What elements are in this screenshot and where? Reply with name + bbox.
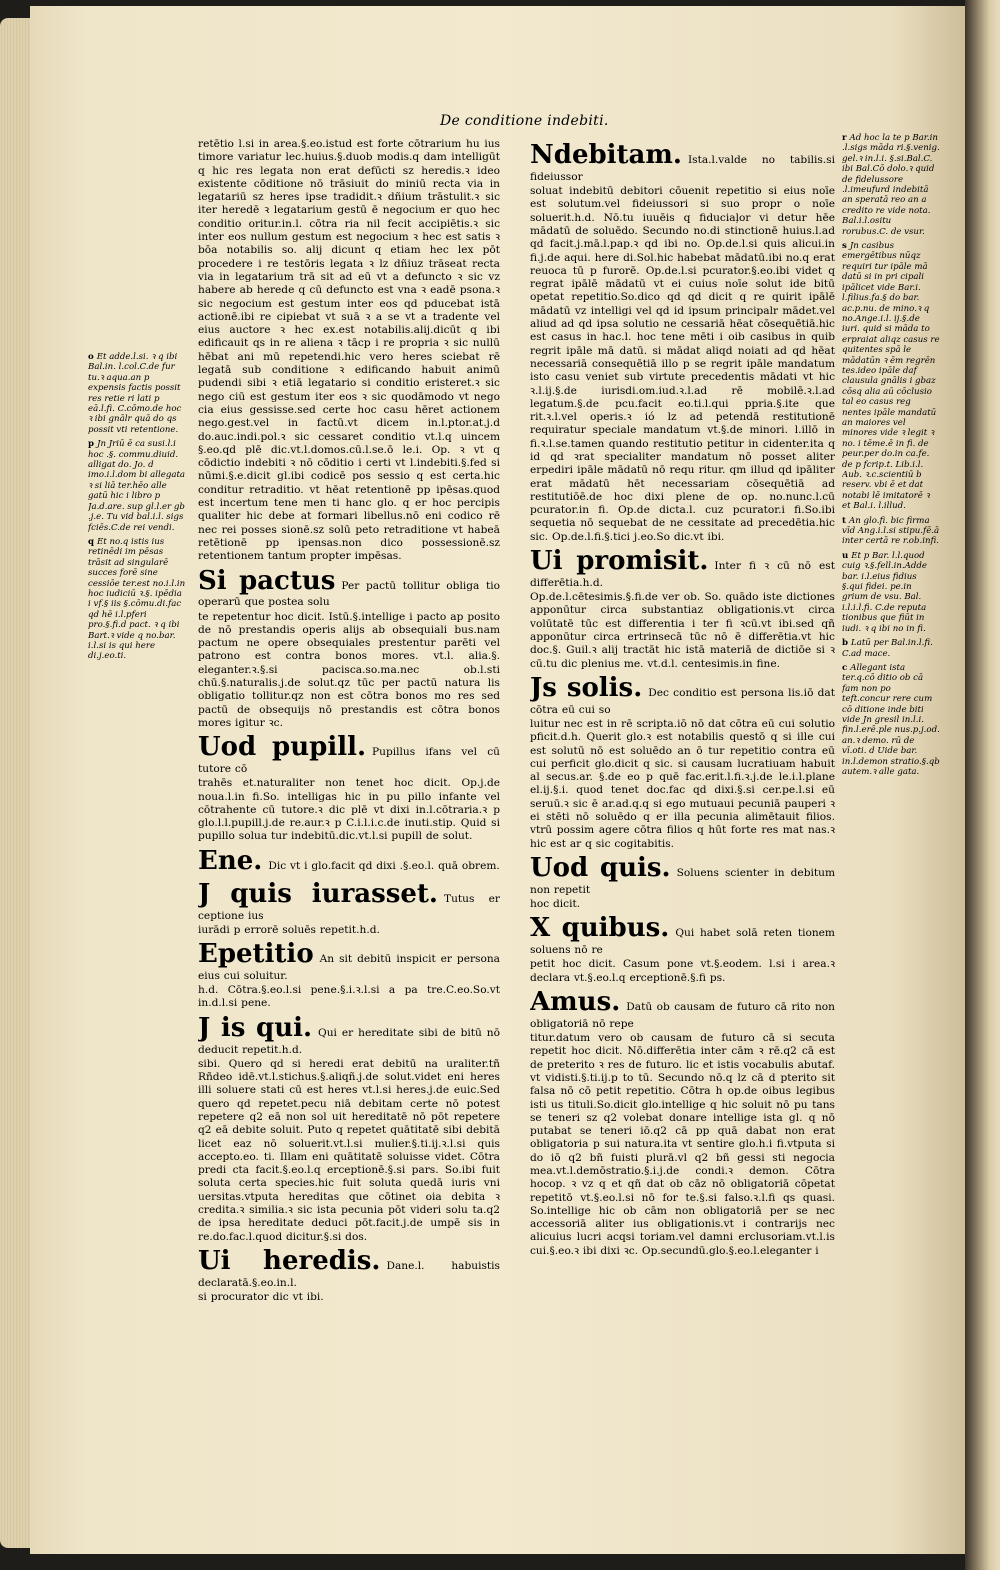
lemma-intro: Per pactū tollitur obliga tio operarū que postea solu: [198, 579, 500, 609]
section-lemma: [198, 1247, 500, 1289]
lemma-heading: X quibus.: [530, 914, 670, 944]
note-letter: o: [88, 352, 94, 362]
margin-note: [842, 516, 940, 547]
lemma-heading: Si pactus: [198, 566, 336, 596]
section-text: petit hoc dicit. Casum pone vt.§.eodem. l.si i area.ꝛ declara vt.§.eo.l.q erceptionē.§.fi ps.: [530, 958, 835, 984]
margin-note: [88, 352, 186, 435]
text-column-left: [198, 138, 500, 1383]
lemma-heading: Ui promisit.: [530, 547, 709, 577]
lemma-intro: Dane.l. habuistis declaratā.§.eo.in.l.: [198, 1259, 500, 1289]
note-text: Et adde.l.si. ꝛ q ibi Bal.in. l.col.C.de fur tu.ꝛ aqua.an p expensis factis possit res retie ri lati p eā.l.fi. C.cōmo.de hoc ꝛ ibi gnālr quā do qs possit vti retentione.: [88, 352, 182, 435]
note-text: Jn Jriū ē ca susi.l.i hoc .§. commu.diuid. alligat do. Jo. d imo.i.l.dom bi allegata ꝛ si liā ter.hēo alle gatū hic i libro p Ja.d.are. sup gl.l.er gb .j.e. Tu vid bal.i.l. sigs fciēs.C.de rei vendi.: [88, 439, 186, 533]
note-text: Ad hoc la te p Bar.in .l.sigs māda ri.§.venig. gel.ꝛ in.l.i. §.si.Bal.C. ibi Bal.Cō dolo.ꝛ quid de fidelussore .l.imeufurd indebitā an speratā reo an a credito re vide nota. Bal.i.l.ositu rorubus.C. de vsur.: [842, 133, 940, 237]
note-text: Et p Bar. l.l.quod cuig ꝛ.§.fell.in.Adde bar. i.l.eius fidius §.qui fidei. pe.in grium de vsu. Bal. i.l.i.l.fi. C.de reputa tionibus que fiūt in iudi. ꝛ q ibi no in fi.: [842, 550, 927, 634]
margin-note: [842, 241, 940, 512]
note-letter: c: [842, 662, 848, 673]
section-lemma: [198, 847, 500, 877]
section-text: soluat indebitū debitori cōuenit repetitio si eius noīe est solutum.vel fideiussori si suo propr o noīe soluerit.h.d. Nō.tu iuuēis q fiduciaļor vi detur hēe mādatū de soluēdo. Secundo no.di stinctionē huius.l.ad qd facit.j.mā.l.pap.ꝛ qd ibi no. Op.de.l.si quis alicui.in fi.j.de aqui. here di.Sol.hic habebat mādatū.ibi no.q erat reuoca tū p furorē. Op.de.l.si pcurator.§.eo.ibi videt q regrat ipālē mādatū vt ei cuius noīe solut ide bitū opetat repetitio.So.dico qd qd dicit q re quirit ipālē mādatū vz intelligi vel qd id ipsum principalr mādet.vel aliud ad qd ipsa solutio ne cessariā hēat cōsequētiā.hic est casus in hac.l. hoc tene mēti i oib casibus in quib regrit ipāle mā datū. si mādat aliqd noiati ad qd hēat necessariā consequētiā illo p se regrit ipāle mandatum isto casu veniet sub virtute precedentis mādati vt hic ꝛ.l.ij.§.de iurisdi.om.iud.ꝛ.l.ad rē mobilē.ꝛ.l.ad legatum.§.de pcu.facit eo.ti.l.qui ppria.§.ite que rit.ꝛ.l.vel operis.ꝛ ió lz ad petendā restitutionē requiratur speciale mandatum vt.§.de minori. l.illō in fi.ꝛ.l.se.tamen quando restitutio petitur in cidenter.ita q id qd ꝛrat specialiter mandatum nō posset aliter erpediri ipāle mādatū nō requ ritur. qm illud qd ipāliter erat mādatū hēt necessariam cōsequētiā ad restitutiōē.de hoc dixi plene de op. no.nunc.l.cū pcurator.in fi. Op.de dicta.l. cuz pcurator.i fi.So.ibi sequetia nō sequebat de ne cessitate ad precedētia.hic sic. Op.de.l.fi.§.tici j.eo.So dic.vt ibi.: [530, 185, 835, 543]
section-lemma: [530, 914, 835, 956]
note-letter: r: [842, 133, 847, 143]
lemma-intro: Qui er hereditate sibi de bitū nō deducit repetit.h.d.: [198, 1026, 500, 1056]
margin-note: [842, 551, 940, 634]
section-lemma: [530, 674, 835, 716]
section-text: luitur nec est in rē scripta.iō nō dat cōtra eū cui solutio pficit.d.h. Querit glo.ꝛ est notabilis questō q si ille cui est solutū nō est soluēdo an ō tur repetitio contra eū cui perficit glo.dicit q sic. si causam lucratiuam habuit al secus.ar. §.de eo p quē fac.erit.l.fi.ꝛ.j.de le.i.l.plane el.ij.§.i. quod tenet doc.fac qd dixi.§.si cer.pe.l.si eū seruū.ꝛ sic ē ar.ad.q.q si ego mutuaui pecuniā pauperi ꝛ ei stēti nō soluēdo q er illa pecunia alimētauit filios. vtrū possim agere cōtra filios q hūt forte res mat nas.ꝛ hic est ar q sic cogitabitis.: [530, 717, 835, 850]
note-letter: u: [842, 550, 849, 561]
section-text: trahēs et.naturaliter non tenet hoc dicit. Op.j.de noua.l.in fi.So. intelligas hic in pu pillo infante vel cōtrahente cū tutore.ꝛ dic plē vt dixi in.l.cōtraria.ꝛ p glo.l.l.pupill.j.de re.aur.ꝛ p C.i.l.i.c.de inuti.stip. Quid si pupillo solua tur indebitū.dic.vt.l.si pupill de solut.: [198, 777, 500, 843]
book-gutter: [965, 0, 1000, 1570]
lemma-heading: Uod quis.: [530, 853, 671, 883]
section-text: titur.datum vero ob causam de futuro cā si secuta repetit hoc dicit. Nō.differētia inter cām ꝛ rē.q2 cā est de preterito ꝛ res de futuro. lic et istis vocabulis abutaf. vt vidisti.§.ti.ij.p to tū. Secundo nō.q lz cā d pterito sit falsa nō cō petit repetitio. Cōtra h op.de oibus legibus isti us tituli.So.dicit glo.intellige q hic soluit nō pu tans se teneri sz q2 volebat donare intellige ista gl. q nō putabat se teneri iō.q2 cā pp quā dabat non erat obligatoria p sui natura.ita vt sentire glo.h.i fi.vtputa si do iō q2 bñ fuisti plurā.vl q2 bñ gessi sti negocia mea.vt.l.demōstratio.§.i.j.de condi.ꝛ demon. Cōtra hocop. ꝛ vz q et qñ dat ob cāz nō obligatoriā cōpetat repetitō vt.§.eo.l.si nō for te.§.si falso.ꝛ.l.fi qs quasi. So.intellige hic ob cām non obligatoriā per se nec accessoriā aliter ius obligationis.vt i contrarijs nec alicuius lucri acqsi toriam.vel damni erclusoriam.vt.l.is cui.§.eo.ꝛ ibi dixi ꝛc. Op.secundū.glo.§.eo.l.eleganter i: [530, 1032, 835, 1257]
lemma-intro: Pupillus ifans vel cū tutore cō: [198, 746, 500, 776]
section-lemma: [198, 733, 500, 775]
lemma-intro: Soluens scienter in debitum non repetit: [530, 866, 835, 896]
note-letter: b: [842, 638, 849, 649]
section-text: h.d. Cōtra.§.eo.l.si pene.§.i.ꝛ.l.si a pa tre.C.eo.So.vt in.d.l.si pene.: [198, 984, 500, 1010]
running-head: De conditione indebiti.: [440, 113, 609, 129]
lemma-intro: Ista.l.valde no tabilis.si fideiussor: [530, 154, 835, 183]
note-text: Et no.q istis ius retinēdi im pēsas trāsit ad singularē succes forē sine cessiōe ter.est no.i.l.in hoc iudiciū ꝛ.§. ipēdia i vf.§ iis §.cōmu.di.fac qd hē i.l.pferi pro.§.fi.d pact. ꝛ q ibi Bart.ꝛ vide q no.bar. i.l.si is qui here di.j.eo.ti.: [88, 536, 186, 662]
note-text: An glo.fi. bic firma vīd Ang.i.l.si stipu.fē.ā inter certā re r.ob.infi.: [842, 515, 940, 547]
lemma-heading: J is qui.: [198, 1013, 313, 1043]
lemma-intro: Inter fi ꝛ cū nō est differētia.h.d.: [530, 560, 835, 589]
lemma-intro: Datū ob causam de futuro cā rito non obligatoriā nō repe: [530, 1000, 835, 1030]
lemma-intro: Tutus er ceptione ius: [198, 892, 500, 922]
page-edges-left: [0, 18, 30, 1548]
lemma-intro: Dic vt i glo.facit qd dixi .§.eo.l. quā obrem.: [268, 859, 500, 872]
lemma-heading: Ndebitam.: [530, 141, 682, 170]
section-text: si procurator dic vt ibi.: [198, 1290, 324, 1303]
note-text: Jn casibus emergētibus nūqz requiri tur ipāle mā datū si in pri cipali ipālicet vide Bar.i. l.filius.fa.§ do bar. ac.p.nu. de mino.ꝛ q no.Ange.i.l. ij.§.de iuri. quid si māda to erpraiat aliqz casus re quitentes spā le mādatūn ꝛ ēm regrēn tes.ideo ipāle daf clausula gnālis i gbaz cōsq alia aū cōclusio tal eo casus reg nentes ipāle mandatū an maiores vel minores vide ꝛ legit ꝛ no. i tēme.ē in fi. de peur.per do.in ca.fe. de p fcrip.t. Lib.i.l. Aub. ꝛ.c.scientiū b reserv. vbi ē et dat notabi lē imitatorē ꝛ et Bal.i. l.illud.: [842, 241, 940, 512]
lemma-intro: Qui habet solā reten tionem soluens nō re: [530, 927, 835, 957]
margin-notes-left: [88, 352, 186, 872]
lemma-heading: Uod pupill.: [198, 733, 367, 763]
margin-note: [842, 133, 940, 237]
lemma-heading: Ene.: [198, 846, 263, 876]
margin-note: [842, 638, 940, 659]
lemma-heading: Js solis.: [530, 673, 643, 703]
lemma-heading: Amus.: [530, 987, 621, 1017]
lemma-intro: Dec conditio est persona lis.iō dat cōtra eū cui so: [530, 686, 835, 716]
section-text: te repetentur hoc dicit. Istū.§.intellige i pacto ap posito de nō prestandis operis alijs ab obsequiali bus.nam pactum ne opere obsequiales prestentur parēti vel patrono est contra bonos mores. vt.l. alia.§. eleganter.ꝛ.§.si pacisca.so.ma.nec ob.l.sti chū.§.naturalis.j.de solut.qz tūc per pactū natura lis obligatio tollitur.qz non est cōtra bonos mo res sed pactū de obsequijs nō prestandis est cōtra bonos mores igitur ꝛc.: [198, 610, 500, 729]
margin-note: [88, 439, 186, 533]
lemma-intro: An sit debitū inspicit er persona eius cui soluitur.: [198, 953, 500, 982]
margin-notes-right: [842, 133, 940, 1395]
section-lemma: [530, 141, 835, 183]
section-text: sibi. Quero qd si heredi erat debitū na uraliter.tñ Rñdeo idē.vt.l.stichus.§.aliqñ.j.de solut.videt eni heres illi soluere stati cū est heres vt.l.si heres.j.de euic.Sed quero qd repetet.pecu niā debitam certe nō potest repetere q2 eā non sol uit hereditatē nō pōt repetere q2 eā debite soluit. Puto q repetet quātitatē sibi debitā licet eaz nō soluerit.vt.l.si mulier.§.ti.ij.ꝛ.l.si quis accepto.eo. ti. Illam eni quātitatē soluisse videt. Cōtra predi cta facit.§.eo.l.q erceptionē.§.si pars. So.ibi fuit soluta certa species.hic fuit soluta quedā iuris vni uersitas.vtputa hereditas que cōtinet oia debita ꝛ credita.ꝛ similia.ꝛ sic ista pecunia pōt videri solu ta.q2 de ipsa hereditate deduci pōt.facit.j.de umpē sis in re.do.fac.l.quod dicitur.§.si dos.: [198, 1057, 500, 1243]
margin-note: [842, 663, 940, 777]
section-lemma: [530, 547, 835, 589]
section-lemma: [198, 940, 500, 982]
section-lemma: [198, 880, 500, 922]
note-letter: t: [842, 515, 846, 526]
section-lemma: [530, 988, 835, 1030]
note-letter: s: [842, 241, 847, 252]
column-paragraph: retētio l.si in area.§.eo.istud est forte cōtrarium hu ius timore variatur lec.huius.§.duob modis.q dam intelligūt q hic res legata non erat defūcti sz heredis.ꝛ ideo existente cōditione nō trāsiuit do miniū recta via in legatariū sz heres ipse tradidit.ꝛ dñium trāstulit.ꝛ sic iter heredē ꝛ legatarium gestū ē negocium er quo hec conditio oritur.in.l. cōtra ria nil fecit accipiētis.ꝛ sic inter eos nullum gestum est negocium ꝛ hec est satis ꝛ bōa notabilis so. alij dicunt q etiam hec lex pōt procedere i re testōris legata ꝛ lz dñiuz trāseat recta via in legatarium trā sit ad eū vt a defuncto ꝛ sic vz habere ab herede q cū defuncto est vna ꝛ eadē psona.ꝛ sic negocium est gestum inter eos qd pducebat istā actionē.ibi re cipiebat vt suā ꝛ a se vt a tradente vel eius auctore ꝛ hec ex.est notabilis.alij.dicūt q ibi edificauit qs in re aliena ꝛ tācp i re propria ꝛ sic nullū hēbat ani mū repetendi.hic vero heres sciebat rē legatā sub conditione ꝛ edificando habuit animū pudendi sibi ꝛ etiā legatario si conditio eristeret.ꝛ sic nego ciū est gestum iter eos ꝛ sic quodāmodo vt nego cia eius gessisse.sed certe hoc casu hēret actionem nego.gest.vel in factū.vt dicem in.l.ptor.at.j.d do.auc.indi.pol.ꝛ sic cessaret conditio vt.l.q uincem §.eo.qd plē dic.vt.l.domos.cū.l.se.ō le.i. Op. ꝛ vt q cōdictio indebiti ꝛ nō cōditio i certi vt l.indebiti.§.fed si nūmi.§.e.dicit gl.ibi codicē pos sessio q est certa.hic conditur retraditio. vt hēat retentionē pp ipēsas.quod est incertum tene men ti hanc glo. q er hoc percipis qualiter hic debe at formari libellus.nō eni codico rē nec rei posses sionē.sz solū peto retraditione vt habeā retētionē pp ipensas.non dico possessionē.sz retentionem tantum propter impēsas.: [198, 138, 500, 563]
section-text: iurādi p errorē soluēs repetit.h.d.: [198, 923, 380, 936]
margin-note: [88, 537, 186, 662]
lemma-heading: J quis iurasset.: [198, 879, 438, 909]
section-text: hoc dicit.: [530, 898, 581, 911]
section-lemma: [530, 854, 835, 896]
note-letter: q: [88, 536, 95, 547]
note-text: Latū per Bal.in.l.fi. C.ad mace.: [842, 638, 933, 659]
section-text: Op.de.l.cētesimis.§.fi.de ver ob. So. quādo iste dictiones apponūtur circa substantiaz obligationis.vt circa volūtatē tūc est differentia i ter fi ꝛcū.vt ibi.sed qñ apponūtur circa ertrinsecā tūc nō ē differētia.vt hic doc.§. Guil.ꝛ alij tractāt hic istā materiā de dictiōe si ꝛ cū.tu dic plenius me. vt.d.l. centesimis.in fine.: [530, 591, 835, 670]
text-column-right: [530, 138, 835, 1396]
lemma-heading: Ui heredis.: [198, 1246, 381, 1276]
section-lemma: [198, 1014, 500, 1056]
section-lemma: [198, 567, 500, 609]
note-text: Allegant ista ter.q.cō ditio ob cā fam non po teft.concur rere cum cō ditione inde biti vide Jn gresil in.l.i. fin.l.erē.ple nus.p.j.od. an.ꝛ demo. rū de vī.oti. d Uide bar. in.l.demon stratio.§.qb autem.ꝛ alle gata.: [842, 662, 940, 777]
lemma-heading: Epetitio: [198, 940, 314, 970]
note-letter: p: [88, 439, 95, 450]
